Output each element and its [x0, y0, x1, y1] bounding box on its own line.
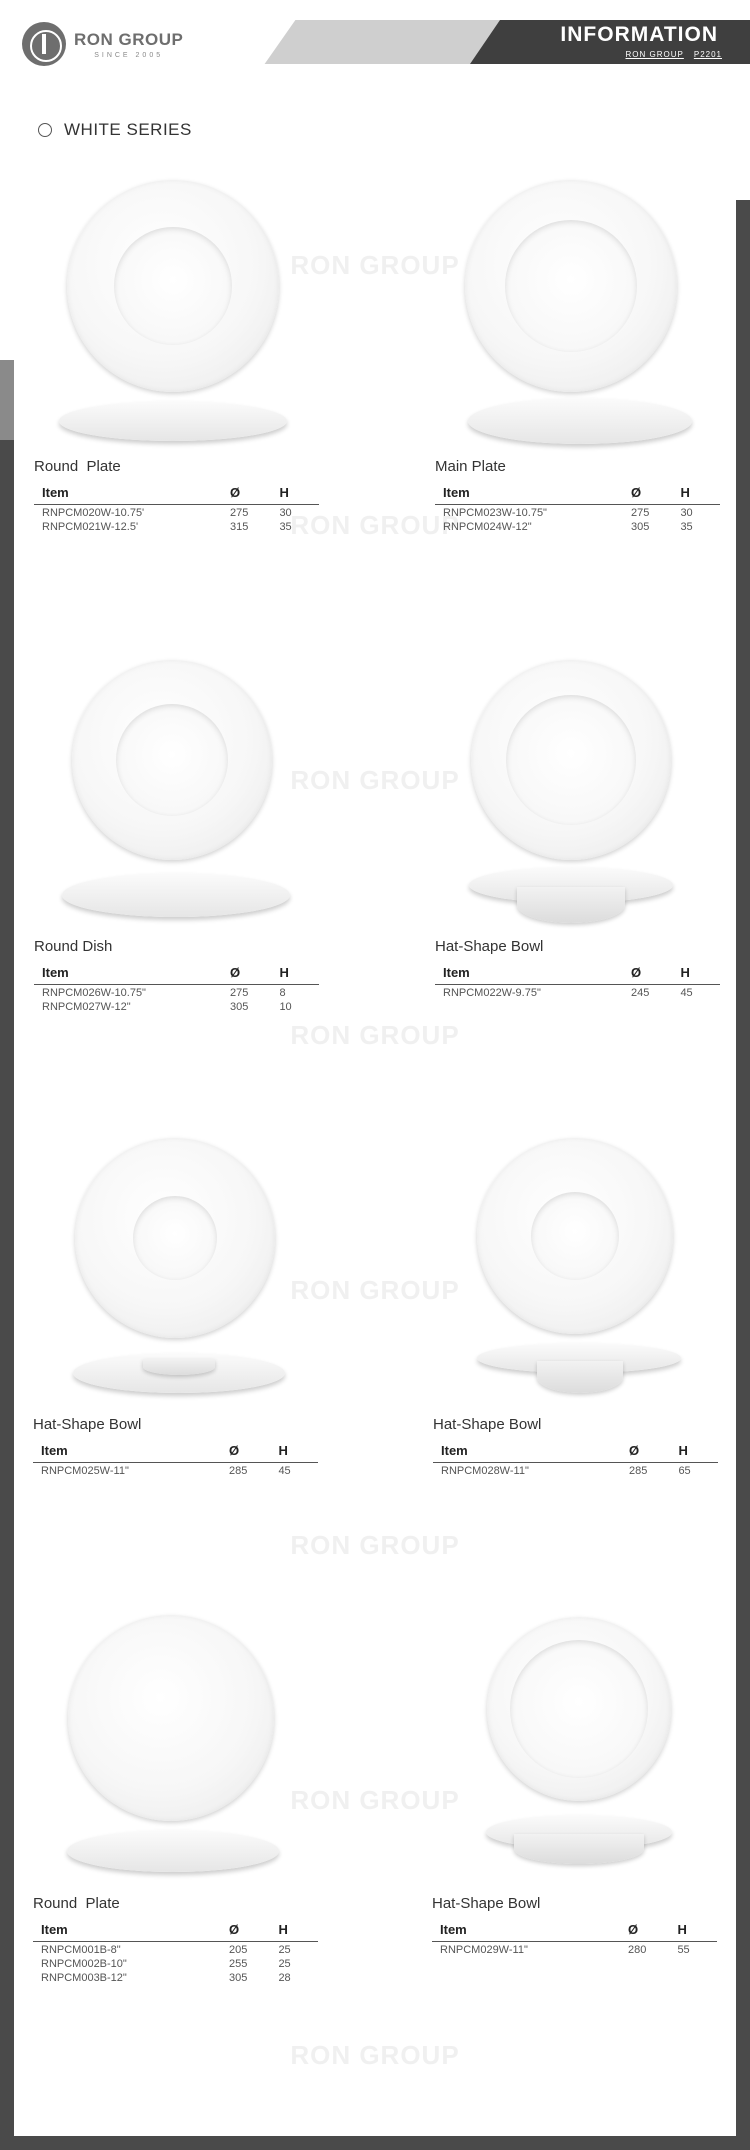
- table-row: RNPCM003B-12" 305 28: [41, 1972, 291, 1984]
- brand-logo: [22, 22, 183, 66]
- frame-bottom: [0, 2136, 750, 2150]
- watermark: RON GROUP: [290, 1020, 460, 1050]
- product-card: [34, 655, 319, 1125]
- watermark: RON GROUP: [290, 510, 460, 540]
- spec-table: [432, 1919, 717, 1956]
- product-title: Round Dish: [34, 938, 113, 955]
- table-row: RNPCM001B-8" 205 25: [41, 1944, 291, 1956]
- frame-accent: [0, 360, 14, 440]
- product-image: [435, 175, 720, 445]
- spec-header: Item Ø H: [435, 482, 720, 505]
- table-row: RNPCM025W-11" 285 45: [41, 1465, 291, 1477]
- spec-header: Item Ø H: [33, 1440, 318, 1463]
- table-row: RNPCM029W-11" 280 55: [440, 1944, 690, 1956]
- spec-table: [433, 1440, 718, 1477]
- spec-table: [33, 1440, 318, 1477]
- spec-header: Item Ø H: [33, 1919, 318, 1942]
- sub-brand: RON GROUP: [625, 50, 684, 59]
- table-row: RNPCM028W-11" 285 65: [441, 1465, 691, 1477]
- brand-name: RON GROUP: [74, 29, 184, 49]
- product-title: Main Plate: [435, 458, 506, 475]
- spec-header: Item Ø H: [433, 1440, 718, 1463]
- circle-icon: [38, 123, 52, 137]
- product-image: [435, 655, 720, 925]
- watermark: RON GROUP: [290, 765, 460, 795]
- product-title: Hat-Shape Bowl: [435, 938, 544, 955]
- product-card: [33, 1133, 318, 1603]
- spec-header: Item Ø H: [34, 482, 319, 505]
- table-row: RNPCM022W-9.75" 245 45: [443, 987, 693, 999]
- page-header: [0, 0, 750, 70]
- watermark: RON GROUP: [290, 1530, 460, 1560]
- watermark: RON GROUP: [290, 2040, 460, 2070]
- table-row: RNPCM024W-12" 305 35: [443, 521, 693, 533]
- watermark: RON GROUP: [290, 1785, 460, 1815]
- product-title: Hat-Shape Bowl: [33, 1416, 142, 1433]
- spec-table: [435, 962, 720, 999]
- product-card: [34, 175, 319, 645]
- product-title: Round Plate: [33, 1895, 120, 1912]
- spec-header: Item Ø H: [432, 1919, 717, 1942]
- watermark: RON GROUP: [290, 1275, 460, 1305]
- spec-table: [435, 482, 720, 533]
- series-label: WHITE SERIES: [64, 120, 192, 139]
- table-row: RNPCM021W-12.5' 315 35: [42, 521, 292, 533]
- watermark: RON GROUP: [290, 250, 460, 280]
- product-title: Hat-Shape Bowl: [432, 1895, 541, 1912]
- product-card: [435, 655, 720, 1125]
- series-heading: [38, 120, 192, 140]
- product-image: [33, 1133, 318, 1403]
- product-image: [433, 1133, 718, 1403]
- product-card: [432, 1612, 717, 2082]
- table-row: RNPCM026W-10.75" 275 8: [42, 987, 286, 999]
- spec-header: Item Ø H: [34, 962, 319, 985]
- page-title: INFORMATION: [560, 23, 718, 46]
- table-row: RNPCM027W-12" 305 10: [42, 1001, 292, 1013]
- spec-header: Item Ø H: [435, 962, 720, 985]
- product-title: Hat-Shape Bowl: [433, 1416, 542, 1433]
- product-image: [33, 1612, 318, 1882]
- logo-icon: [22, 22, 66, 66]
- product-card: [433, 1133, 718, 1603]
- page-number: P2201: [693, 50, 722, 59]
- product-image: [432, 1612, 717, 1882]
- product-card: [435, 175, 720, 645]
- table-row: RNPCM023W-10.75" 275 30: [443, 507, 693, 519]
- page-subtitle: [616, 50, 722, 59]
- spec-table: [34, 962, 319, 1013]
- frame-right: [736, 200, 750, 2150]
- product-card: [33, 1612, 318, 2082]
- product-image: [34, 175, 319, 445]
- table-row: RNPCM002B-10" 255 25: [41, 1958, 291, 1970]
- spec-table: [34, 482, 319, 533]
- product-image: [34, 655, 319, 925]
- table-row: RNPCM020W-10.75' 275 30: [42, 507, 292, 519]
- brand-since: SINCE 2005: [94, 51, 164, 59]
- spec-table: [33, 1919, 318, 1984]
- frame-left: [0, 360, 14, 2150]
- product-title: Round Plate: [34, 458, 121, 475]
